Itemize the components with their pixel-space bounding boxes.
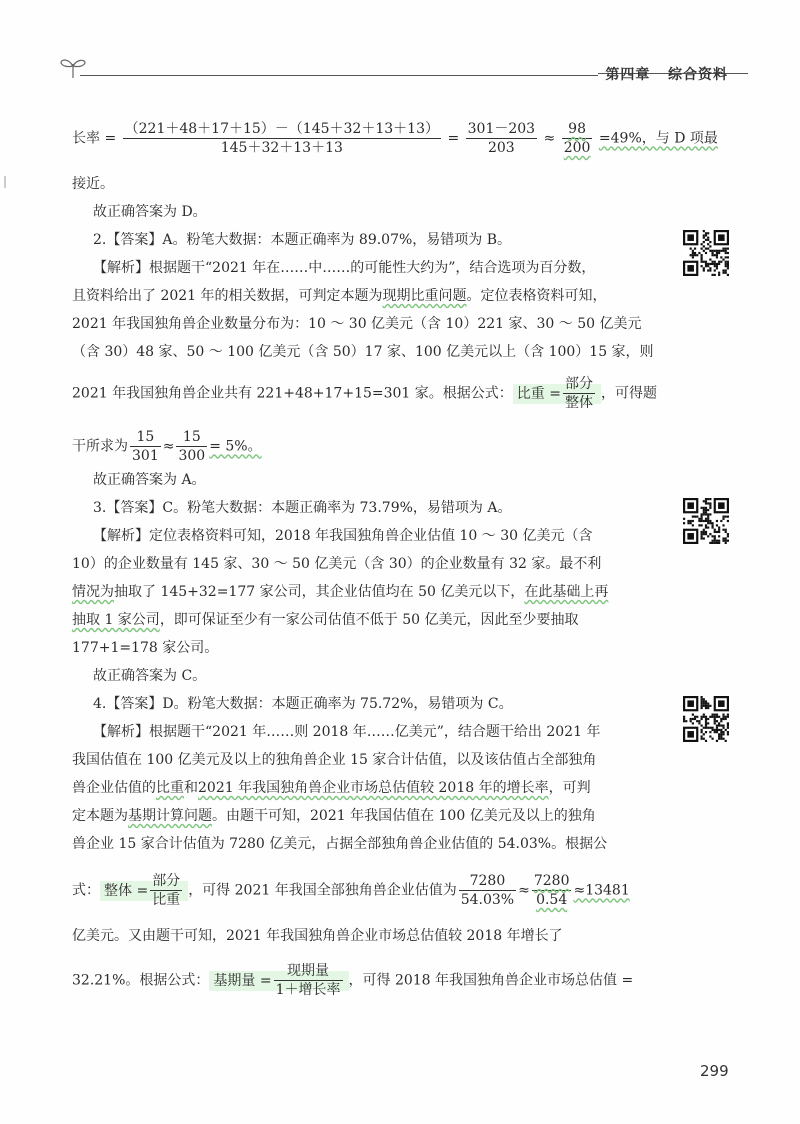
q3-line: 【解析】定位表格资料可知，2018 年我国独角兽企业估值 10 ～ 30 亿美元（含: [93, 528, 593, 544]
qr-code-icon[interactable]: [683, 498, 729, 544]
margin-mark: [4, 176, 6, 188]
q3-answer-head: 3.【答案】C。粉笔大数据：本题正确率为 73.79%，易错项为 A。: [93, 500, 512, 516]
q4-formula-line: 式： 整体 = $\frac{\text{部分}}{\text{比重}}$ ，可得 2021 年我国全部独角兽企业估值为 $\frac{7280}{54.03\%}$ ≈ $\frac{7280}{0.54}$ ≈13481: [72, 873, 630, 908]
q4-line: 兽企业 15 家合计估值为 7280 亿美元，占据全部独角兽企业估值的 54.03%。根据公: [72, 836, 608, 852]
q4-line: 【解析】根据题干“2021 年……则 2018 年……亿美元”，结合题干给出 2021 年: [93, 724, 601, 740]
q2-result-line: 干所求为 $\frac{15}{301}$ ≈ $\frac{15}{300}$ = 5%。: [72, 429, 262, 464]
answer-line: 故正确答案为 C。: [93, 668, 207, 684]
formula-growth-rate: 长率 = $\frac{(221+48+17+15)-(145+32+13+13)}{145+32+13+13}$ = $\frac{301-203}{203}$ ≈ $\frac{98}{200}$ =49%，与 D 项最: [72, 121, 718, 156]
formula-highlight: 整体 = $\frac{\text{部分}}{\text{比重}}$: [100, 881, 188, 901]
formula-highlight: 比重 = $\frac{\text{部分}}{\text{整体}}$: [513, 384, 601, 404]
chapter-label: 第四章: [605, 67, 651, 83]
q2-formula-line: 2021 年我国独角兽企业共有 221+48+17+15=301 家。根据公式： 比重 = $\frac{\text{部分}}{\text{整体}}$ ，可得题: [72, 376, 657, 411]
fraction: $\frac{301-203}{203}$: [467, 121, 536, 156]
formula-highlight: 基期量 = $\frac{\text{现期量}}{\text{1＋增长率}}$: [209, 971, 348, 991]
chapter-title: 综合资料: [668, 67, 728, 83]
q4-formula-line: 32.21%。根据公式： 基期量 = $\frac{\text{现期量}}{\text{1＋增长率}}$ ，可得 2018 年我国独角兽企业市场总估值 =: [72, 963, 634, 998]
q2-line: 且资料给出了 2021 年的相关数据，可判定本题为现期比重问题。定位表格资料可知，: [72, 288, 607, 304]
q2-line: 【解析】根据题干“2021 年在……中……的可能性大约为”，结合选项为百分数，: [93, 260, 596, 276]
q3-line: 情况为抽取了 145+32=177 家公司，其企业估值均在 50 亿美元以下，在此基础上再: [72, 584, 609, 600]
q3-line: 177+1=178 家公司。: [72, 640, 219, 656]
q3-line: 10）的企业数量有 145 家、30 ～ 50 亿美元（含 30）的企业数量有 32 家。最不利: [72, 556, 602, 572]
answer-line: 故正确答案为 A。: [93, 472, 206, 488]
q4-line: 兽企业估值的比重和2021 年我国独角兽企业市场总估值较 2018 年的增长率，可判: [72, 780, 591, 796]
fraction: $\frac{98}{200}$: [563, 121, 591, 156]
q2-line: 2021 年我国独角兽企业数量分布为：10 ～ 30 亿美元（含 10）221 家、30 ～ 50 亿美元: [72, 316, 642, 332]
fraction: $\frac{(221+48+17+15)-(145+32+13+13)}{145+32+13+13}$: [124, 121, 439, 156]
sprout-logo-icon: [58, 54, 88, 80]
qr-code-icon[interactable]: [683, 696, 729, 742]
header-rule: [80, 75, 598, 76]
answer-line: 故正确答案为 D。: [93, 204, 207, 220]
q4-line: 我国估值在 100 亿美元及以上的独角兽企业 15 家合计估值，以及该估值占全部独角: [72, 752, 597, 768]
paragraph-line: 接近。: [72, 176, 114, 192]
q4-answer-head: 4.【答案】D。粉笔大数据：本题正确率为 75.72%，易错项为 C。: [93, 696, 513, 712]
q4-line: 定本题为基期计算问题。由题干可知，2021 年我国估值在 100 亿美元及以上的独角: [72, 808, 596, 824]
q4-line: 亿美元。又由题干可知，2021 年我国独角兽企业市场总估值较 2018 年增长了: [72, 928, 563, 944]
page-number: 299: [700, 1062, 729, 1080]
q2-answer-head: 2.【答案】A。粉笔大数据：本题正确率为 89.07%，易错项为 B。: [93, 232, 512, 248]
q2-line: （含 30）48 家、50 ～ 100 亿美元（含 50）17 家、100 亿美元以上（含 100）15 家，则: [72, 344, 654, 360]
running-header: [605, 64, 728, 84]
qr-code-icon[interactable]: [683, 230, 729, 276]
q3-line: 抽取 1 家公司，即可保证至少有一家公司估值不低于 50 亿美元，因此至少要抽取: [72, 612, 579, 628]
